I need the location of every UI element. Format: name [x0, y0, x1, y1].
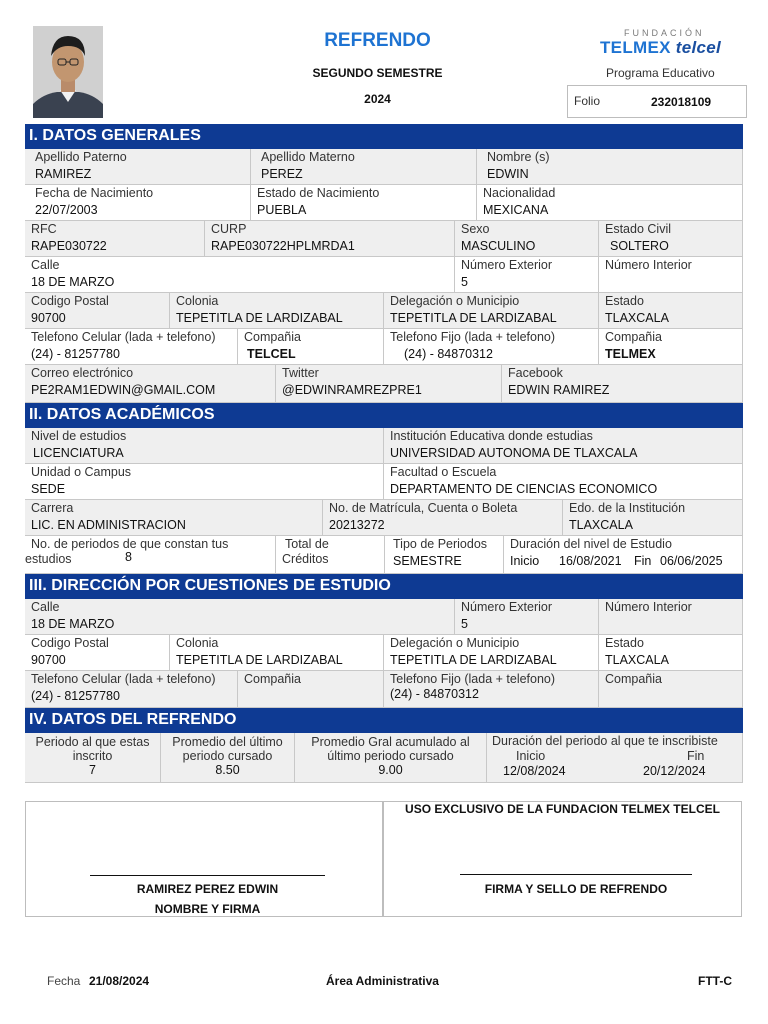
foundation-signature-box [383, 801, 742, 917]
student-name: RAMIREZ PEREZ EDWIN [136, 882, 279, 896]
nombre-firma-label: NOMBRE Y FIRMA [154, 902, 261, 916]
field-numero-interior: Número Interior [599, 257, 743, 293]
row-domicilio [25, 257, 743, 293]
uso-exclusivo-label: USO EXCLUSIVO DE LA FUNDACION TELMEX TELCEL [405, 802, 720, 816]
row-estudio-telefonos [25, 671, 743, 708]
firma-sello-label: FIRMA Y SELLO DE REFRENDO [484, 882, 668, 896]
student-signature-box [25, 801, 383, 917]
field-periodo-inscrito: Periodo al que estas inscrito 7 [25, 733, 161, 783]
folio-value: 232018109 [651, 95, 712, 109]
field-compania-celular: Compañia TELCEL [238, 329, 384, 365]
field-unidad-campus: Unidad o Campus SEDE [25, 464, 384, 500]
section-datos-generales: I. DATOS GENERALES [25, 124, 743, 149]
footer-fecha-label: Fecha [47, 974, 81, 988]
field-estudio-numero-exterior: Número Exterior 5 [455, 599, 599, 635]
field-curp: CURP RAPE030722HPLMRDA1 [205, 221, 455, 257]
field-nombre: Nombre (s) EDWIN [477, 149, 743, 185]
year-label: 2024 [364, 92, 391, 106]
field-facebook: Facebook EDWIN RAMIREZ [502, 365, 743, 403]
field-total-creditos: Total de Créditos [276, 536, 385, 574]
row-unidad [25, 464, 743, 500]
field-twitter: Twitter @EDWINRAMREZPRE1 [276, 365, 502, 403]
section-datos-refrendo: IV. DATOS DEL REFRENDO [25, 708, 743, 733]
section-direccion-estudio: III. DIRECCIÓN POR CUESTIONES DE ESTUDIO [25, 574, 743, 599]
field-estudio-compania-fijo: Compañia [599, 671, 743, 708]
field-estado: Estado TLAXCALA [599, 293, 743, 329]
logo-telcel-text: telcel [675, 38, 722, 57]
field-nacionalidad: Nacionalidad MEXICANA [477, 185, 743, 221]
section-datos-academicos: II. DATOS ACADÉMICOS [25, 403, 743, 428]
row-colonia [25, 293, 743, 329]
logo-telmex-text: TELMEX [600, 38, 671, 57]
folio-label: Folio [574, 94, 601, 108]
field-estudio-numero-interior: Número Interior [599, 599, 743, 635]
student-signature-line [90, 875, 325, 876]
field-estado-civil: Estado Civil SOLTERO [599, 221, 743, 257]
row-periodos [25, 536, 743, 574]
field-estado-nacimiento: Estado de Nacimiento PUEBLA [251, 185, 477, 221]
footer-area: Área Administrativa [326, 974, 439, 988]
field-edo-institucion: Edo. de la Institución TLAXCALA [563, 500, 743, 536]
field-telefono-fijo: Telefono Fijo (lada + telefono) (24) - 84870312 [384, 329, 599, 365]
field-promedio-general: Promedio Gral acumulado al último periodo cursado 9.00 [295, 733, 487, 783]
footer-code: FTT-C [698, 974, 732, 988]
field-correo: Correo electrónico PE2RAM1EDWIN@GMAIL.COM [25, 365, 276, 403]
field-compania-fijo: Compañia TELMEX [599, 329, 743, 365]
field-apellido-paterno: Apellido Paterno RAMIREZ [25, 149, 251, 185]
field-telefono-celular: Telefono Celular (lada + telefono) (24) - 81257780 [25, 329, 238, 365]
field-institucion: Institución Educativa donde estudias UNIVERSIDAD AUTONOMA DE TLAXCALA [384, 428, 743, 464]
row-telefonos [25, 329, 743, 365]
field-carrera: Carrera LIC. EN ADMINISTRACION [25, 500, 323, 536]
field-colonia: Colonia TEPETITLA DE LARDIZABAL [170, 293, 384, 329]
row-nombres [25, 149, 743, 185]
field-nivel-estudios: Nivel de estudios LICENCIATURA [25, 428, 384, 464]
field-municipio: Delegación o Municipio TEPETITLA DE LARDIZABAL [384, 293, 599, 329]
field-tipo-periodos: Tipo de Periodos SEMESTRE [385, 536, 504, 574]
row-contacto [25, 365, 743, 403]
field-promedio-ultimo: Promedio del último periodo cursado 8.50 [161, 733, 295, 783]
field-duracion-estudio: Duración del nivel de Estudio Inicio 16/08/2021 Fin 06/06/2025 [504, 536, 743, 574]
row-nacimiento [25, 185, 743, 221]
field-numero-periodos: No. de periodos de que constan tus estudios 8 [25, 536, 276, 574]
row-refrendo [25, 733, 743, 783]
field-fecha-nacimiento: Fecha de Nacimiento 22/07/2003 [25, 185, 251, 221]
field-estudio-municipio: Delegación o Municipio TEPETITLA DE LARDIZABAL [384, 635, 599, 671]
field-estudio-calle: Calle 18 DE MARZO [25, 599, 455, 635]
field-estudio-estado: Estado TLAXCALA [599, 635, 743, 671]
row-estudio-domicilio [25, 599, 743, 635]
field-codigo-postal: Codigo Postal 90700 [25, 293, 170, 329]
field-estudio-codigo-postal: Codigo Postal 90700 [25, 635, 170, 671]
field-matricula: No. de Matrícula, Cuenta o Boleta 20213272 [323, 500, 563, 536]
field-rfc: RFC RAPE030722 [25, 221, 205, 257]
semester-label: SEGUNDO SEMESTRE [312, 66, 443, 80]
logo-fundacion: FUNDACIÓN [624, 28, 705, 38]
field-estudio-compania-celular: Compañia [238, 671, 384, 708]
field-apellido-materno: Apellido Materno PEREZ [251, 149, 477, 185]
document-title: REFRENDO [324, 30, 431, 51]
field-duracion-periodo: Duración del periodo al que te inscribiste Inicio Fin 12/08/2024 20/12/2024 [487, 733, 743, 783]
field-estudio-colonia: Colonia TEPETITLA DE LARDIZABAL [170, 635, 384, 671]
row-carrera [25, 500, 743, 536]
program-label: Programa Educativo [606, 66, 715, 80]
row-nivel [25, 428, 743, 464]
field-numero-exterior: Número Exterior 5 [455, 257, 599, 293]
row-estudio-colonia [25, 635, 743, 671]
field-estudio-telefono-fijo: Telefono Fijo (lada + telefono) (24) - 84870312 [384, 671, 599, 708]
foundation-signature-line [460, 874, 692, 875]
field-facultad: Facultad o Escuela DEPARTAMENTO DE CIENCIAS ECONOMICO [384, 464, 743, 500]
field-sexo: Sexo MASCULINO [455, 221, 599, 257]
student-photo [33, 26, 103, 118]
footer-fecha-value: 21/08/2024 [89, 974, 150, 988]
field-estudio-telefono-celular: Telefono Celular (lada + telefono) (24) - 81257780 [25, 671, 238, 708]
telmex-telcel-logo [600, 38, 721, 58]
row-rfc [25, 221, 743, 257]
field-calle: Calle 18 DE MARZO [25, 257, 455, 293]
